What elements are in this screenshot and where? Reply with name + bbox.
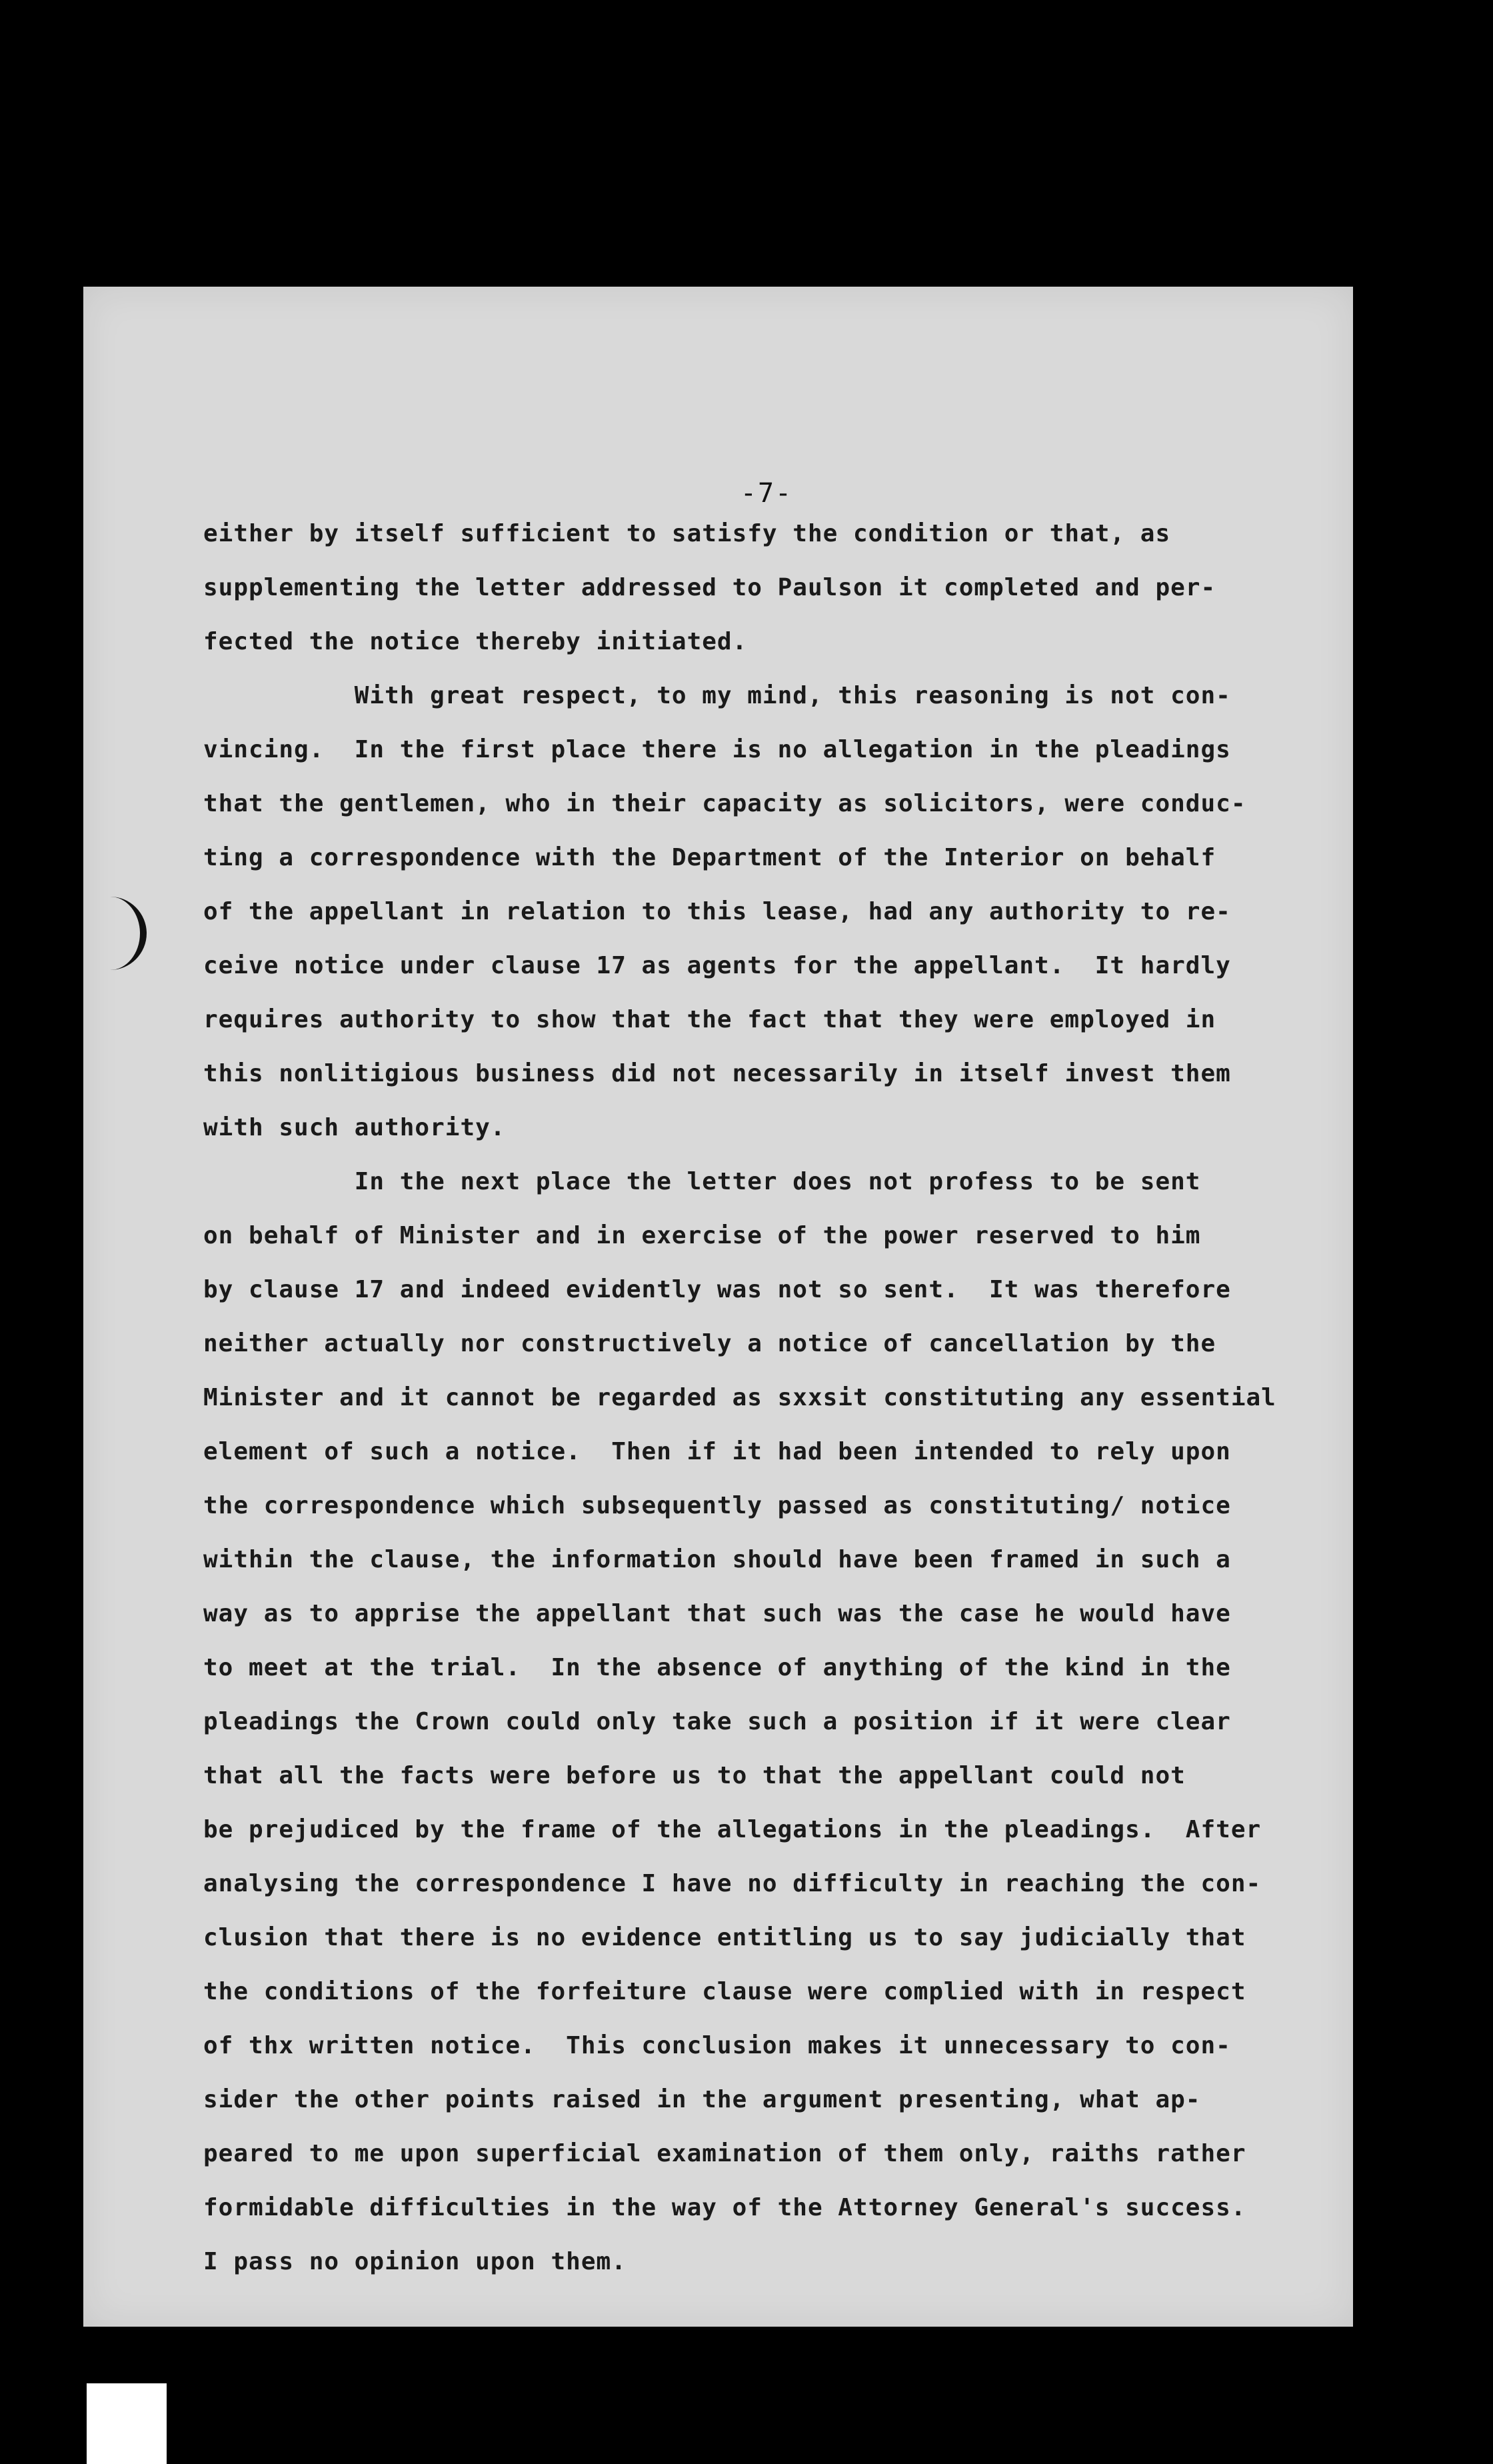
text-line: clusion that there is no evidence entitling us to say judicially that	[203, 1924, 1246, 1951]
text-line: on behalf of Minister and in exercise of the power reserved to him	[203, 1222, 1201, 1249]
text-line: of the appellant in relation to this lease, had any authority to re-	[203, 898, 1231, 925]
text-line: peared to me upon superficial examination of them only, raiths rather	[203, 2140, 1246, 2167]
text-line: I pass no opinion upon them.	[203, 2248, 627, 2275]
text-line: requires authority to show that the fact that they were employed in	[203, 1006, 1216, 1033]
text-line: the conditions of the forfeiture clause were complied with in respect	[203, 1978, 1246, 2005]
text-line: to meet at the trial. In the absence of anything of the kind in the	[203, 1654, 1231, 1681]
text-line: that the gentlemen, who in their capacity as solicitors, were conduc-	[203, 790, 1246, 817]
paper-corner-tab	[87, 2383, 167, 2464]
text-line: element of such a notice. Then if it had been intended to rely upon	[203, 1438, 1231, 1465]
text-line: With great respect, to my mind, this reasoning is not con-	[203, 682, 1231, 709]
text-line: fected the notice thereby initiated.	[203, 628, 748, 655]
text-line: ting a correspondence with the Department of the Interior on behalf	[203, 844, 1216, 871]
text-line: be prejudiced by the frame of the allegations in the pleadings. After	[203, 1816, 1262, 1843]
text-line: vincing. In the first place there is no allegation in the pleadings	[203, 736, 1231, 763]
text-line: the correspondence which subsequently passed as constituting/ notice	[203, 1492, 1231, 1519]
text-line: that all the facts were before us to that the appellant could not	[203, 1762, 1186, 1789]
text-line: this nonlitigious business did not necessarily in itself invest them	[203, 1060, 1231, 1087]
text-line: ceive notice under clause 17 as agents for the appellant. It hardly	[203, 952, 1231, 979]
text-line: formidable difficulties in the way of the Attorney General's success.	[203, 2194, 1246, 2221]
text-line: way as to apprise the appellant that such was the case he would have	[203, 1600, 1231, 1627]
text-line: supplementing the letter addressed to Paulson it completed and per-	[203, 574, 1216, 601]
text-line: by clause 17 and indeed evidently was not so sent. It was therefore	[203, 1276, 1231, 1303]
text-line: neither actually nor constructively a notice of cancellation by the	[203, 1330, 1216, 1357]
text-line: analysing the correspondence I have no difficulty in reaching the con-	[203, 1870, 1262, 1897]
text-line: within the clause, the information should have been framed in such a	[203, 1546, 1231, 1573]
text-line: of thx written notice. This conclusion makes it unnecessary to con-	[203, 2032, 1231, 2059]
text-line: pleadings the Crown could only take such a position if it were clear	[203, 1708, 1231, 1735]
document-page	[83, 287, 1353, 2327]
text-line: with such authority.	[203, 1114, 506, 1141]
text-line: Minister and it cannot be regarded as sxxsit constituting any essential	[203, 1384, 1276, 1411]
text-line: either by itself sufficient to satisfy the condition or that, as	[203, 520, 1171, 547]
page-number: -7-	[740, 478, 793, 509]
typed-text-block	[203, 478, 1330, 2275]
text-line: sider the other points raised in the argument presenting, what ap-	[203, 2086, 1201, 2113]
text-line: In the next place the letter does not profess to be sent	[203, 1168, 1201, 1195]
